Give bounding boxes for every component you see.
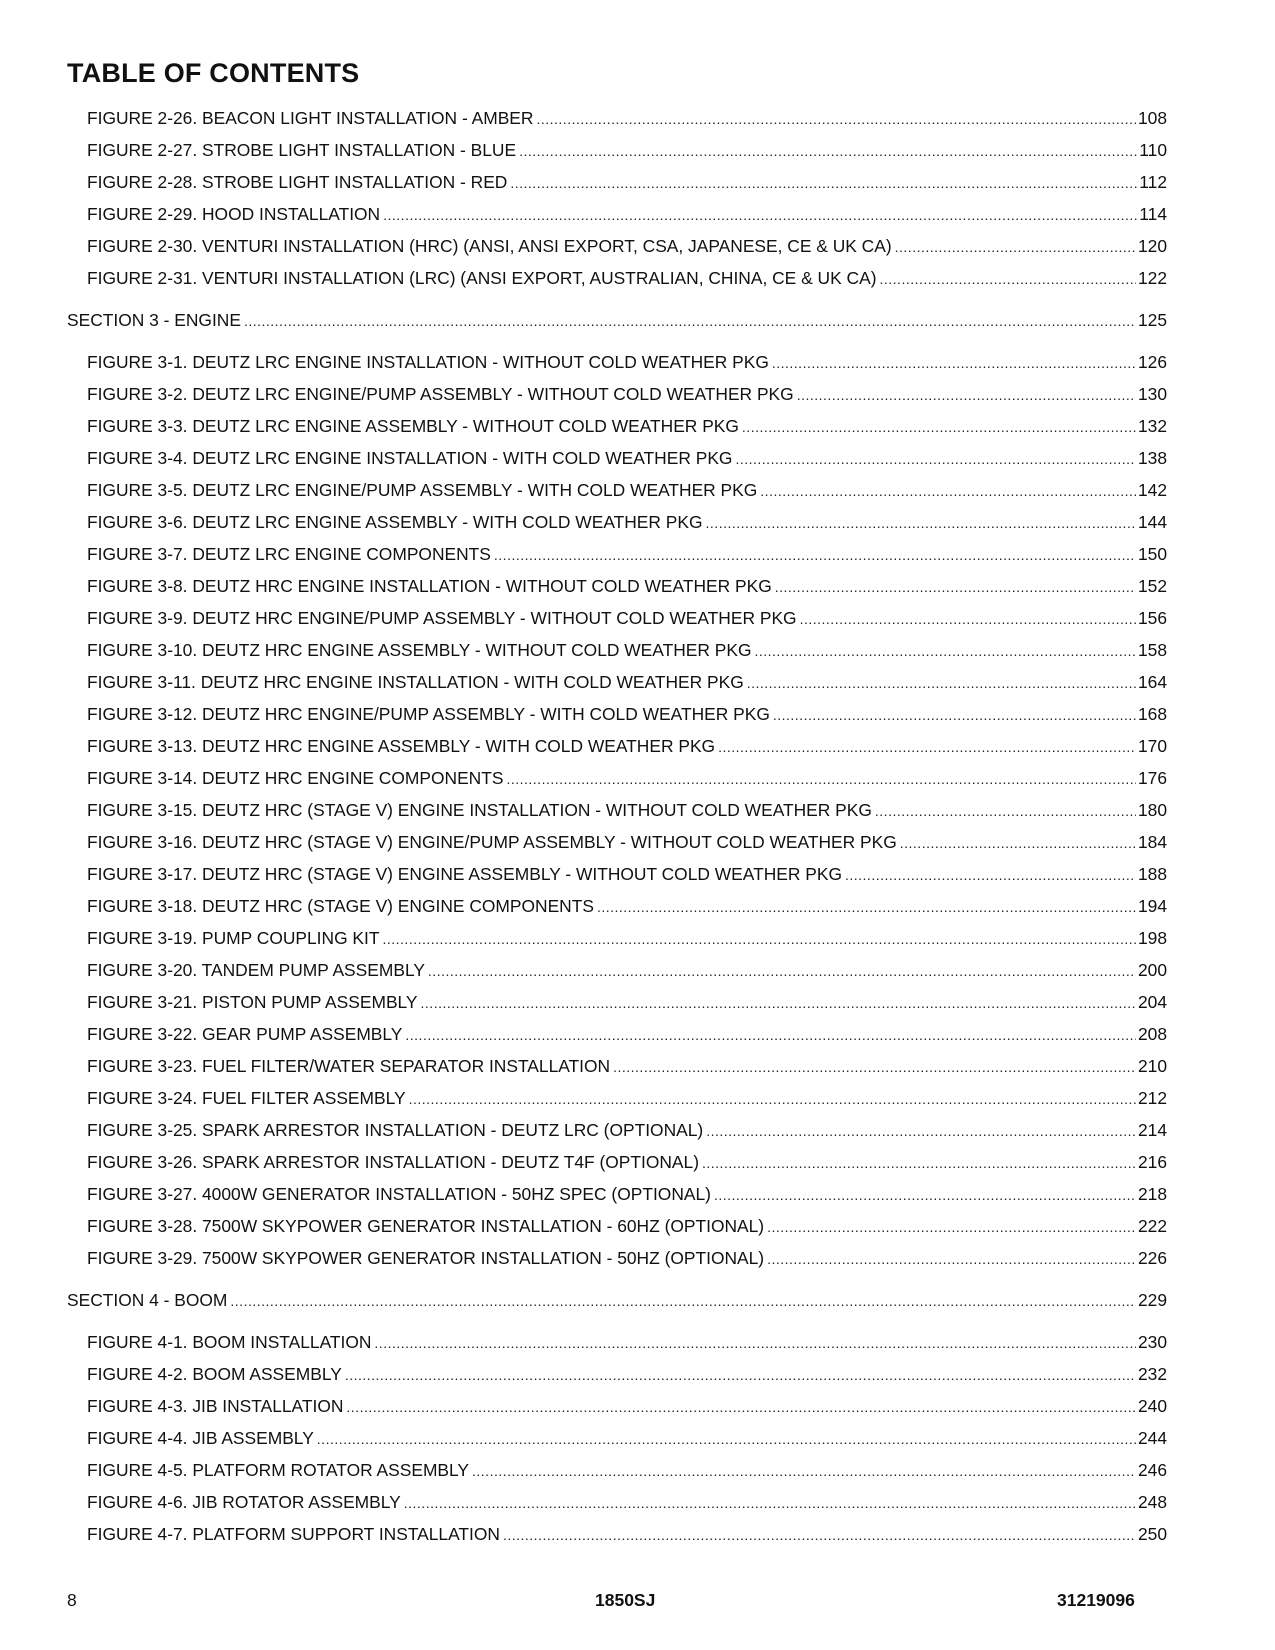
toc-entry-label: FIGURE 3-21. PISTON PUMP ASSEMBLY <box>87 992 418 1012</box>
dot-leader <box>536 111 1136 127</box>
toc-entry-page: 208 <box>1137 1024 1167 1044</box>
toc-entry-page: 232 <box>1137 1364 1167 1384</box>
toc-figure-entry[interactable] <box>87 1184 1167 1216</box>
toc-entry-label: FIGURE 3-29. 7500W SKYPOWER GENERATOR INSTALLATION - 50HZ (OPTIONAL) <box>87 1248 765 1268</box>
toc-entry-label: FIGURE 3-23. FUEL FILTER/WATER SEPARATOR INSTALLATION <box>87 1056 611 1076</box>
toc-figure-entry[interactable] <box>87 448 1167 480</box>
toc-figure-entry[interactable] <box>87 672 1167 704</box>
toc-figure-entry[interactable] <box>87 172 1167 204</box>
toc-entry-label: FIGURE 3-11. DEUTZ HRC ENGINE INSTALLATION - WITH COLD WEATHER PKG <box>87 672 744 692</box>
page-title: TABLE OF CONTENTS <box>67 58 360 88</box>
dot-leader <box>503 1527 1136 1543</box>
toc-entry-page: 250 <box>1137 1524 1167 1544</box>
dot-leader <box>409 1091 1136 1107</box>
toc-entry-label: FIGURE 3-26. SPARK ARRESTOR INSTALLATION - DEUTZ T4F (OPTIONAL) <box>87 1152 699 1172</box>
dot-leader <box>845 867 1136 883</box>
toc-entry-label: FIGURE 3-1. DEUTZ LRC ENGINE INSTALLATION - WITHOUT COLD WEATHER PKG <box>87 352 769 372</box>
toc-figure-entry[interactable] <box>87 1428 1167 1460</box>
toc-entry-page: 248 <box>1137 1492 1167 1512</box>
dot-leader <box>767 1219 1136 1235</box>
dot-leader <box>754 643 1136 659</box>
dot-leader <box>800 611 1136 627</box>
toc-entry-label: FIGURE 3-3. DEUTZ LRC ENGINE ASSEMBLY - WITHOUT COLD WEATHER PKG <box>87 416 739 436</box>
toc-entry-page: 204 <box>1137 992 1167 1012</box>
toc-figure-entry[interactable] <box>87 800 1167 832</box>
toc-figure-entry[interactable] <box>87 864 1167 896</box>
dot-leader <box>767 1251 1136 1267</box>
toc-entry-label: FIGURE 3-16. DEUTZ HRC (STAGE V) ENGINE/PUMP ASSEMBLY - WITHOUT COLD WEATHER PKG <box>87 832 897 852</box>
toc-figure-entry[interactable] <box>87 384 1167 416</box>
toc-figure-entry[interactable] <box>87 204 1167 236</box>
toc-entry-page: 210 <box>1137 1056 1167 1076</box>
toc-entry-label: FIGURE 3-7. DEUTZ LRC ENGINE COMPONENTS <box>87 544 491 564</box>
toc-figure-entry[interactable] <box>87 1396 1167 1428</box>
toc-entry-page: 214 <box>1137 1120 1167 1140</box>
toc-figure-entry[interactable] <box>87 640 1167 672</box>
toc-figure-entry[interactable] <box>87 608 1167 640</box>
toc-figure-entry[interactable] <box>87 1492 1167 1524</box>
toc-entry-label: FIGURE 4-5. PLATFORM ROTATOR ASSEMBLY <box>87 1460 470 1480</box>
toc-entry-label: FIGURE 3-27. 4000W GENERATOR INSTALLATION - 50HZ SPEC (OPTIONAL) <box>87 1184 711 1204</box>
dot-leader <box>772 355 1136 371</box>
toc-list <box>0 108 1275 1556</box>
dot-leader <box>244 313 1136 329</box>
toc-entry-label: FIGURE 3-4. DEUTZ LRC ENGINE INSTALLATION - WITH COLD WEATHER PKG <box>87 448 733 468</box>
toc-entry-page: 130 <box>1137 384 1167 404</box>
footer-model: 1850SJ <box>595 1590 656 1610</box>
toc-entry-page: 126 <box>1137 352 1167 372</box>
toc-entry-page: 142 <box>1137 480 1167 500</box>
toc-entry-label: FIGURE 3-18. DEUTZ HRC (STAGE V) ENGINE COMPONENTS <box>87 896 594 916</box>
dot-leader <box>374 1335 1136 1351</box>
dot-leader <box>230 1293 1136 1309</box>
dot-leader <box>702 1155 1136 1171</box>
toc-entry-label: FIGURE 3-17. DEUTZ HRC (STAGE V) ENGINE ASSEMBLY - WITHOUT COLD WEATHER PKG <box>87 864 842 884</box>
toc-entry-page: 188 <box>1137 864 1167 884</box>
toc-entry-label: SECTION 3 - ENGINE <box>67 310 241 330</box>
toc-figure-entry[interactable] <box>87 704 1167 736</box>
dot-leader <box>714 1187 1136 1203</box>
dot-leader <box>895 239 1136 255</box>
toc-entry-page: 168 <box>1137 704 1167 724</box>
toc-entry-page: 164 <box>1137 672 1167 692</box>
toc-entry-page: 108 <box>1137 108 1167 128</box>
toc-entry-page: 184 <box>1137 832 1167 852</box>
toc-figure-entry[interactable] <box>87 108 1167 140</box>
toc-entry-label: FIGURE 4-4. JIB ASSEMBLY <box>87 1428 314 1448</box>
toc-entry-page: 222 <box>1137 1216 1167 1236</box>
dot-leader <box>735 451 1136 467</box>
toc-entry-label: FIGURE 3-19. PUMP COUPLING KIT <box>87 928 380 948</box>
toc-figure-entry[interactable] <box>87 268 1167 300</box>
toc-entry-label: FIGURE 3-8. DEUTZ HRC ENGINE INSTALLATION - WITHOUT COLD WEATHER PKG <box>87 576 772 596</box>
dot-leader <box>613 1059 1136 1075</box>
toc-entry-label: FIGURE 3-10. DEUTZ HRC ENGINE ASSEMBLY - WITHOUT COLD WEATHER PKG <box>87 640 752 660</box>
toc-figure-entry[interactable] <box>87 1056 1167 1088</box>
dot-leader <box>382 931 1136 947</box>
toc-figure-entry[interactable] <box>87 1120 1167 1152</box>
toc-figure-entry[interactable] <box>87 1088 1167 1120</box>
dot-leader <box>773 707 1136 723</box>
dot-leader <box>346 1399 1136 1415</box>
toc-entry-label: FIGURE 3-22. GEAR PUMP ASSEMBLY <box>87 1024 403 1044</box>
toc-entry-label: FIGURE 3-25. SPARK ARRESTOR INSTALLATION - DEUTZ LRC (OPTIONAL) <box>87 1120 704 1140</box>
toc-entry-page: 200 <box>1137 960 1167 980</box>
toc-entry-label: FIGURE 3-24. FUEL FILTER ASSEMBLY <box>87 1088 406 1108</box>
dot-leader <box>900 835 1136 851</box>
dot-leader <box>597 899 1136 915</box>
toc-figure-entry[interactable] <box>87 768 1167 800</box>
toc-entry-label: FIGURE 4-2. BOOM ASSEMBLY <box>87 1364 342 1384</box>
toc-entry-page: 180 <box>1137 800 1167 820</box>
dot-leader <box>775 579 1136 595</box>
toc-entry-page: 216 <box>1137 1152 1167 1172</box>
toc-entry-page: 158 <box>1137 640 1167 660</box>
dot-leader <box>510 175 1137 191</box>
toc-entry-page: 240 <box>1137 1396 1167 1416</box>
toc-entry-page: 120 <box>1137 236 1167 256</box>
toc-entry-page: 246 <box>1137 1460 1167 1480</box>
toc-figure-entry[interactable] <box>87 416 1167 448</box>
toc-figure-entry[interactable] <box>87 576 1167 608</box>
dot-leader <box>760 483 1136 499</box>
dot-leader <box>404 1495 1136 1511</box>
toc-figure-entry[interactable] <box>87 896 1167 928</box>
dot-leader <box>405 1027 1136 1043</box>
footer-page-number: 8 <box>67 1590 77 1610</box>
toc-entry-label: FIGURE 2-29. HOOD INSTALLATION <box>87 204 381 224</box>
toc-figure-entry[interactable] <box>87 544 1167 576</box>
toc-figure-entry[interactable] <box>87 1152 1167 1184</box>
toc-entry-label: FIGURE 4-6. JIB ROTATOR ASSEMBLY <box>87 1492 401 1512</box>
toc-figure-entry[interactable] <box>87 960 1167 992</box>
toc-figure-entry[interactable] <box>87 1364 1167 1396</box>
toc-entry-label: FIGURE 2-28. STROBE LIGHT INSTALLATION - RED <box>87 172 508 192</box>
toc-entry-page: 122 <box>1137 268 1167 288</box>
toc-figure-entry[interactable] <box>87 480 1167 512</box>
toc-entry-page: 170 <box>1137 736 1167 756</box>
toc-entry-page: 194 <box>1137 896 1167 916</box>
dot-leader <box>506 771 1136 787</box>
toc-entry-label: FIGURE 4-7. PLATFORM SUPPORT INSTALLATION <box>87 1524 500 1544</box>
toc-figure-entry[interactable] <box>87 140 1167 172</box>
toc-entry-page: 226 <box>1137 1248 1167 1268</box>
dot-leader <box>747 675 1136 691</box>
toc-entry-label: FIGURE 3-5. DEUTZ LRC ENGINE/PUMP ASSEMBLY - WITH COLD WEATHER PKG <box>87 480 758 500</box>
toc-entry-page: 212 <box>1137 1088 1167 1108</box>
toc-figure-entry[interactable] <box>87 832 1167 864</box>
toc-figure-entry[interactable] <box>87 1216 1167 1248</box>
toc-entry-page: 110 <box>1139 140 1167 160</box>
toc-entry-label: FIGURE 3-13. DEUTZ HRC ENGINE ASSEMBLY - WITH COLD WEATHER PKG <box>87 736 716 756</box>
toc-figure-entry[interactable] <box>87 992 1167 1024</box>
dot-leader <box>494 547 1136 563</box>
toc-figure-entry[interactable] <box>87 1460 1167 1492</box>
toc-entry-page: 176 <box>1137 768 1167 788</box>
toc-entry-label: FIGURE 3-6. DEUTZ LRC ENGINE ASSEMBLY - WITH COLD WEATHER PKG <box>87 512 703 532</box>
toc-entry-page: 150 <box>1137 544 1167 564</box>
dot-leader <box>742 419 1136 435</box>
toc-figure-entry[interactable] <box>87 1024 1167 1056</box>
toc-entry-page: 244 <box>1137 1428 1167 1448</box>
dot-leader <box>428 963 1136 979</box>
toc-entry-label: FIGURE 2-31. VENTURI INSTALLATION (LRC) (ANSI EXPORT, AUSTRALIAN, CHINA, CE & UK CA) <box>87 268 877 288</box>
footer-doc-number: 31219096 <box>1057 1590 1135 1610</box>
toc-entry-label: FIGURE 3-9. DEUTZ HRC ENGINE/PUMP ASSEMBLY - WITHOUT COLD WEATHER PKG <box>87 608 797 628</box>
toc-entry-page: 114 <box>1139 204 1167 224</box>
toc-entry-page: 138 <box>1137 448 1167 468</box>
toc-entry-label: FIGURE 3-12. DEUTZ HRC ENGINE/PUMP ASSEMBLY - WITH COLD WEATHER PKG <box>87 704 770 724</box>
toc-entry-page: 125 <box>1137 310 1167 330</box>
toc-entry-page: 112 <box>1139 172 1167 192</box>
toc-figure-entry[interactable] <box>87 352 1167 384</box>
toc-entry-label: FIGURE 3-28. 7500W SKYPOWER GENERATOR INSTALLATION - 60HZ (OPTIONAL) <box>87 1216 765 1236</box>
toc-entry-page: 156 <box>1137 608 1167 628</box>
toc-figure-entry[interactable] <box>87 236 1167 268</box>
dot-leader <box>880 271 1136 287</box>
toc-entry-label: FIGURE 2-30. VENTURI INSTALLATION (HRC) (ANSI, ANSI EXPORT, CSA, JAPANESE, CE & UK CA) <box>87 236 892 256</box>
toc-entry-label: SECTION 4 - BOOM <box>67 1290 228 1310</box>
dot-leader <box>472 1463 1136 1479</box>
dot-leader <box>875 803 1136 819</box>
dot-leader <box>797 387 1136 403</box>
toc-entry-label: FIGURE 4-1. BOOM INSTALLATION <box>87 1332 372 1352</box>
toc-entry-label: FIGURE 3-20. TANDEM PUMP ASSEMBLY <box>87 960 425 980</box>
toc-figure-entry[interactable] <box>87 928 1167 960</box>
dot-leader <box>519 143 1137 159</box>
toc-entry-label: FIGURE 4-3. JIB INSTALLATION <box>87 1396 344 1416</box>
toc-section-entry[interactable] <box>67 310 1167 342</box>
toc-entry-label: FIGURE 2-26. BEACON LIGHT INSTALLATION - AMBER <box>87 108 534 128</box>
dot-leader <box>383 207 1137 223</box>
dot-leader <box>706 1123 1136 1139</box>
toc-figure-entry[interactable] <box>87 736 1167 768</box>
toc-figure-entry[interactable] <box>87 1248 1167 1280</box>
toc-entry-page: 218 <box>1137 1184 1167 1204</box>
toc-entry-page: 144 <box>1137 512 1167 532</box>
toc-figure-entry[interactable] <box>87 1332 1167 1364</box>
toc-entry-page: 132 <box>1137 416 1167 436</box>
toc-entry-label: FIGURE 3-2. DEUTZ LRC ENGINE/PUMP ASSEMBLY - WITHOUT COLD WEATHER PKG <box>87 384 794 404</box>
toc-entry-page: 152 <box>1137 576 1167 596</box>
toc-entry-label: FIGURE 3-14. DEUTZ HRC ENGINE COMPONENTS <box>87 768 504 788</box>
toc-entry-page: 230 <box>1137 1332 1167 1352</box>
toc-section-entry[interactable] <box>67 1290 1167 1322</box>
toc-figure-entry[interactable] <box>87 512 1167 544</box>
dot-leader <box>718 739 1136 755</box>
dot-leader <box>421 995 1136 1011</box>
toc-entry-label: FIGURE 2-27. STROBE LIGHT INSTALLATION - BLUE <box>87 140 517 160</box>
toc-figure-entry[interactable] <box>87 1524 1167 1556</box>
toc-entry-page: 198 <box>1137 928 1167 948</box>
toc-entry-label: FIGURE 3-15. DEUTZ HRC (STAGE V) ENGINE INSTALLATION - WITHOUT COLD WEATHER PKG <box>87 800 872 820</box>
dot-leader <box>317 1431 1136 1447</box>
toc-entry-page: 229 <box>1137 1290 1167 1310</box>
dot-leader <box>706 515 1136 531</box>
dot-leader <box>345 1367 1136 1383</box>
